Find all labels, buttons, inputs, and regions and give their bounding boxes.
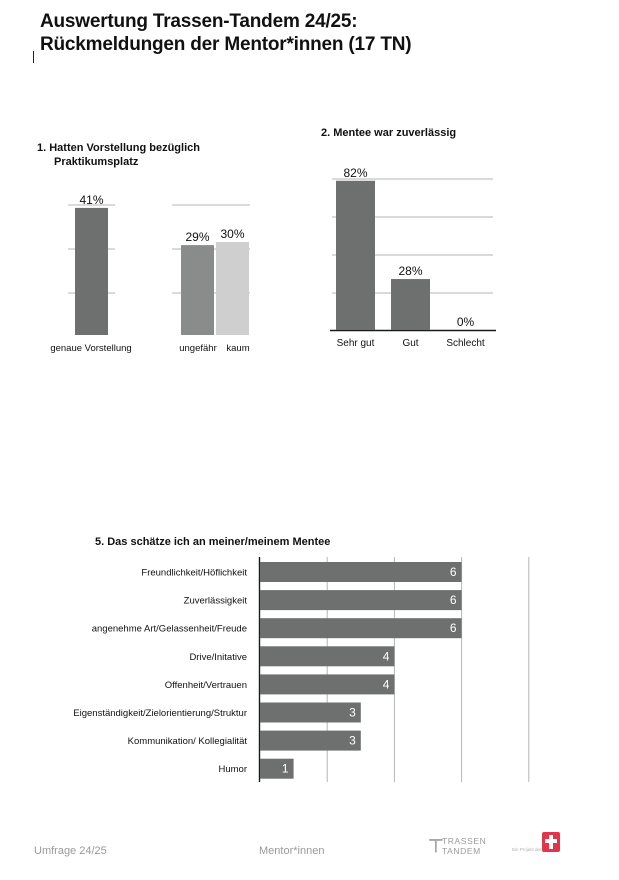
chart2-category-label: Gut <box>402 338 419 349</box>
chart3-bar <box>260 618 462 638</box>
footer-audience-label: Mentor*innen <box>259 845 325 857</box>
chart2-value-label: 28% <box>398 264 423 279</box>
chart3-bar <box>260 703 361 723</box>
chart3-value-label: 3 <box>349 733 356 748</box>
chart1-category-label: genaue Vorstellung <box>50 343 132 354</box>
chart3-value-label: 3 <box>349 705 356 720</box>
trassen-tandem-logo <box>428 835 496 857</box>
chart3-bar <box>260 590 462 610</box>
chart1-category-label: ungefähr <box>179 343 217 354</box>
trassen-tandem-mark-icon: ⊤ <box>428 836 444 856</box>
footer-survey-label: Umfrage 24/25 <box>34 845 107 857</box>
chart1-category-label: kaum <box>226 343 250 354</box>
chart2-value-label: 0% <box>456 315 475 329</box>
chart2-category-label: Schlecht <box>446 338 485 349</box>
chart1-value-label: 29% <box>185 230 210 245</box>
chart3-category-label: Eigenständigkeit/Zielorientierung/Struktur <box>73 708 247 719</box>
chart3-value-label: 6 <box>449 593 457 608</box>
chart2-category-label: Sehr gut <box>336 338 375 349</box>
chart1-title-line2: Praktikumsplatz <box>54 156 139 168</box>
chart3-value-label: 1 <box>281 761 289 776</box>
chart3-category-label: Kommunikation/ Kollegialität <box>127 736 247 748</box>
caritas-logo <box>512 832 562 858</box>
chart3-value-label: 4 <box>382 677 390 692</box>
chart3-category-label: Freundlichkeit/Höflichkeit <box>141 567 247 579</box>
chart3-bar <box>260 646 394 666</box>
chart3-bar <box>260 674 394 694</box>
chart3-category-label: angenehme Art/Gelassenheit/Freude <box>91 623 247 635</box>
page-title-line2: Rückmeldungen der Mentor*innen (17 TN) <box>40 34 412 55</box>
chart3-title: 5. Das schätze ich an meiner/meinem Mentee <box>95 536 331 548</box>
chart3-value-label: 6 <box>449 621 457 636</box>
chart1-title-line1: 1. Hatten Vorstellung bezüglich <box>37 142 200 154</box>
page-title-line1: Auswertung Trassen-Tandem 24/25: <box>40 11 358 32</box>
chart3-value-label: 4 <box>382 649 390 664</box>
chart1-value-label: 30% <box>220 227 245 241</box>
chart1-value-label: 41% <box>79 192 104 207</box>
chart3-category-label: Drive/Initative <box>189 651 247 663</box>
cross-logo-icon <box>542 832 560 852</box>
chart3-category-label: Zuverlässigkeit <box>183 595 247 607</box>
chart2-value-label: 82% <box>343 165 368 180</box>
chart3-category-label: Humor <box>218 764 247 776</box>
logo-text-line1: TRASSEN <box>442 836 487 846</box>
chart2-title: 2. Mentee war zuverlässig <box>321 127 457 139</box>
chart3-category-label: Offenheit/Vertrauen <box>164 679 247 691</box>
chart3-bar <box>260 731 361 751</box>
chart3-bar <box>260 562 462 582</box>
logo-text-line2: TANDEM <box>442 846 481 856</box>
chart3-value-label: 6 <box>449 565 457 579</box>
caritas-logo-text: Ein Projekt der <box>512 847 542 852</box>
